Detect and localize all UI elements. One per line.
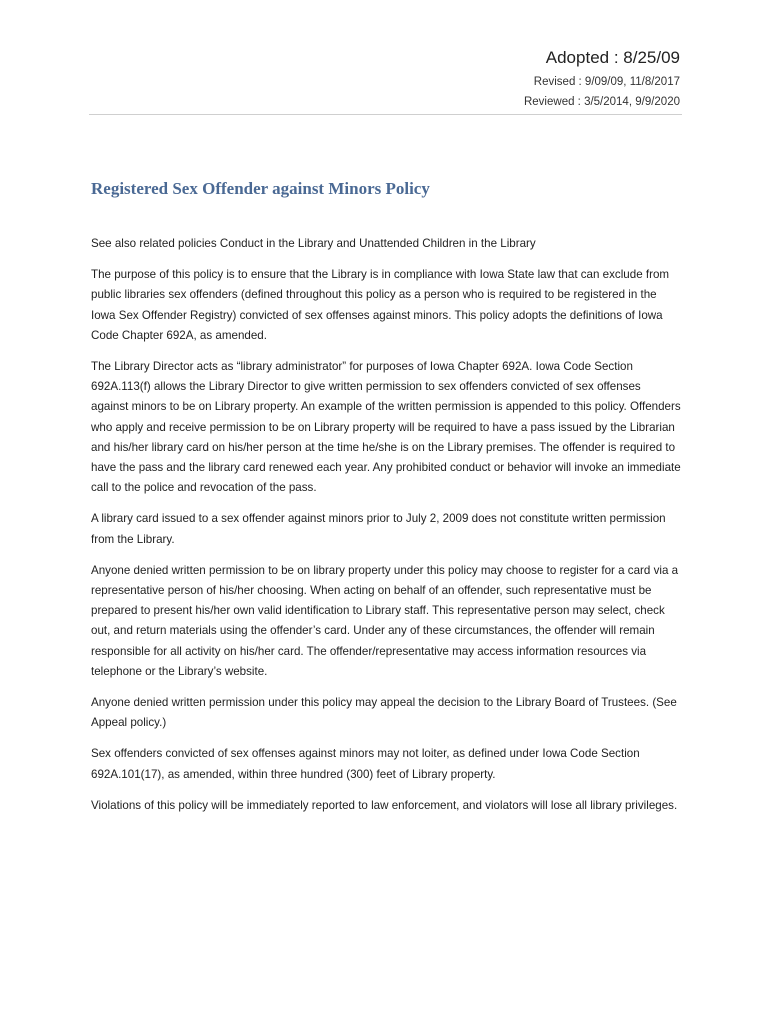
reviewed-dates: Reviewed : 3/5/2014, 9/9/2020 [523,96,680,108]
header-divider [89,114,682,115]
paragraph-purpose: The purpose of this policy is to ensure that the Library is in compliance with Iowa State law that can exclude from public libraries sex offenders (defined throughout this policy as a person who is required to be registered in the Iowa Sex Offender Registry) convicted of sex offenses against minors. This policy adopts the definitions of Iowa Code Chapter 692A, as amended. [91,268,670,342]
paragraph-library-director: The Library Director acts as “library administrator” for purposes of Iowa Chapter 692A. Iowa Code Section 692A.113(f) allows the Library Director to give written permission to sex offenders convicted of sex offenses against minors to be on Library property. An example of the written permission is appended to this policy. Offenders who apply and receive permission to be on Library property will be required to have a pass issued by the Librarian and his/her library card on his/her person at the time he/she is on the Library premises. The offender is required to have the pass and the library card renewed each year. Any prohibited conduct or behavior will invoke an immediate call to the police and revocation of the pass. [91,360,681,495]
paragraph-appeal: Anyone denied written permission under this policy may appeal the decision to the Library Board of Trustees. (See Appeal policy.) [91,696,677,730]
revised-dates: Revised : 9/09/09, 11/8/2017 [533,76,680,88]
paragraph-library-card: A library card issued to a sex offender against minors prior to July 2, 2009 does not constitute written permission from the Library. [91,512,666,546]
paragraph-violations: Violations of this policy will be immediately reported to law enforcement, and violators will lose all library privileges. [91,798,678,812]
paragraph-related-policies: See also related policies Conduct in the Library and Unattended Children in the Library [91,237,536,250]
policy-body [91,234,681,827]
paragraph-representative: Anyone denied written permission to be on library property under this policy may choose to register for a card via a representative person of his/her choosing. When acting on behalf of an offender, such representative must be prepared to present his/her own valid identification to Library staff. This representative person may select, check out, and return materials using the offender’s card. Under any of these circumstances, the offender will remain responsible for all activity on his/her card. The offender/representative may access information resources via telephone or the Library’s website. [91,563,679,678]
policy-title: Registered Sex Offender against Minors Policy [91,179,430,198]
adopted-date: Adopted : 8/25/09 [545,48,680,67]
paragraph-loitering: Sex offenders convicted of sex offenses against minors may not loiter, as defined under Iowa Code Section 692A.101(17), as amended, within three hundred (300) feet of Library property. [91,747,640,781]
document-header [80,44,680,112]
